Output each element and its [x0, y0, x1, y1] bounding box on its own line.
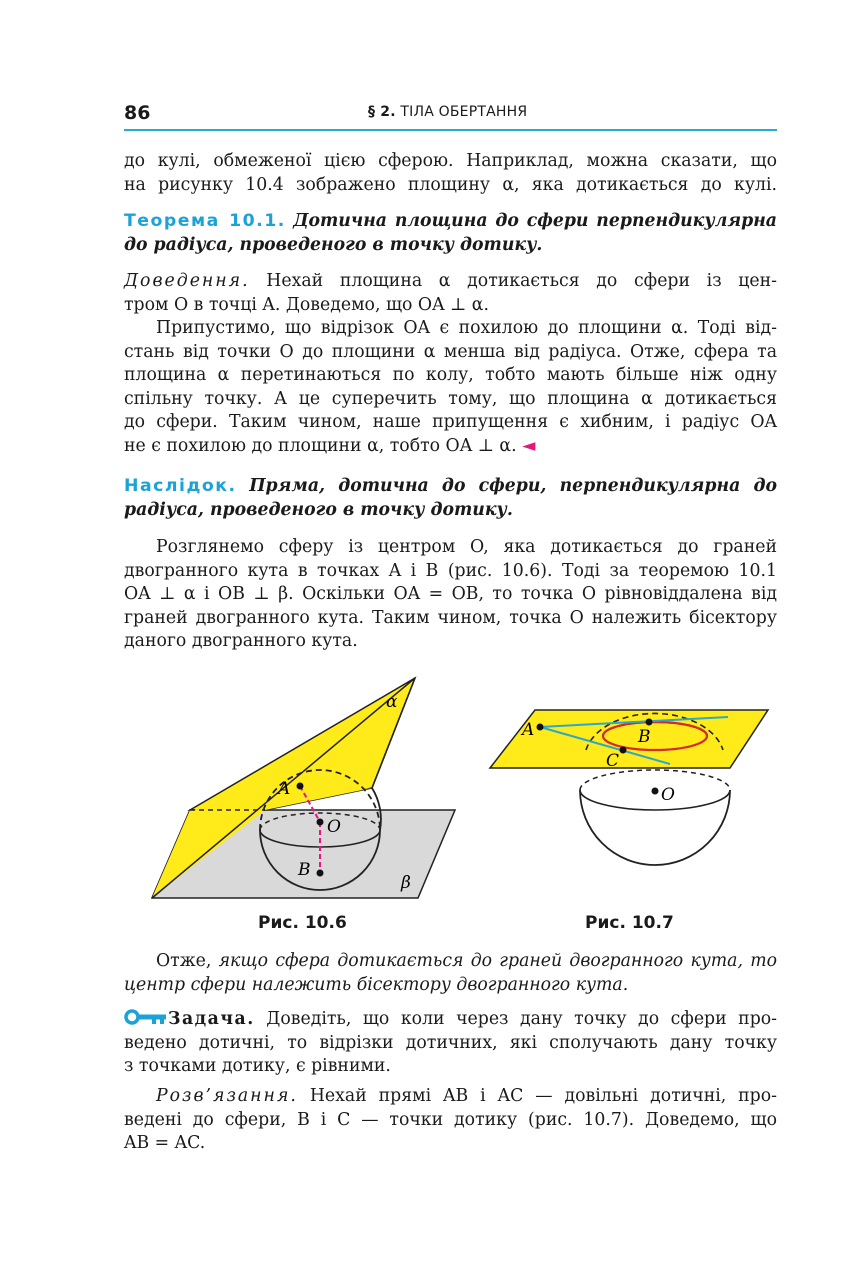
- point-A: [297, 783, 304, 790]
- point-O: [317, 819, 324, 826]
- text-line: не є похилою до площини α, тобто OA ⊥ α.: [124, 435, 517, 456]
- label-beta: β: [401, 873, 411, 893]
- theorem-text: до радіуса, проведеного в точку дотику.: [124, 234, 543, 255]
- label-C: C: [606, 751, 620, 771]
- text-line: на рисунку 10.4 зображено площину α, яка дотикається до кулі.: [124, 174, 777, 195]
- point-C: [620, 747, 627, 754]
- label-A: A: [278, 779, 291, 799]
- point-O: [652, 788, 659, 795]
- conclusion-text: центр сфери належить бісектору двогранного кута.: [124, 974, 629, 995]
- text-line: даного двогранного кута.: [124, 631, 358, 651]
- figure-10-7-caption: Рис. 10.7: [585, 913, 674, 933]
- corollary-label: Наслідок.: [124, 476, 237, 496]
- text-line: ведені до сфери, B і C — точки дотику (рис. 10.7). Доведемо, що: [124, 1109, 777, 1130]
- corollary-text: радіуса, проведеного в точку дотику.: [124, 499, 513, 520]
- text-line: спільну точку. А це суперечить тому, що площина α дотикається: [124, 388, 777, 409]
- label-O: O: [327, 817, 341, 837]
- page-header: [124, 100, 777, 130]
- text-line: граней двогранного кута. Таким чином, точка O належить бісектору: [124, 607, 777, 628]
- text-line: Припустимо, що відрізок OA є похилою до площини α. Тоді від-: [156, 318, 777, 338]
- paragraph-dihedral: [124, 536, 777, 654]
- text-line: до сфери. Таким чином, наше припущення є хибним, і радіус OA: [124, 412, 777, 432]
- section-number: § 2.: [368, 104, 396, 120]
- proof-label: Доведення.: [124, 271, 250, 291]
- label-A: A: [522, 720, 535, 740]
- theorem-text: Дотична площина до сфери перпендикулярна: [293, 211, 777, 231]
- label-B: B: [638, 727, 651, 747]
- text-line: тром O в точці A. Доведемо, що OA ⊥ α.: [124, 294, 489, 315]
- conclusion-text: якщо сфера дотикається до граней двогранного кута, то: [218, 951, 777, 971]
- text-line: двогранного кута в точках A і B (рис. 10.6). Тоді за теоремою 10.1: [124, 560, 777, 581]
- page-number: 86: [124, 102, 151, 124]
- solution-label: Розв’язання.: [156, 1086, 298, 1106]
- header-rule: [124, 129, 777, 131]
- task-block: [124, 1008, 777, 1079]
- label-alpha: α: [386, 692, 398, 712]
- theorem-block: [124, 210, 777, 257]
- end-of-proof-icon: ◄: [522, 435, 536, 456]
- label-B: B: [298, 860, 311, 880]
- text-line: до кулі, обмеженої цією сферою. Наприклад, можна сказати, що: [124, 151, 777, 171]
- corollary-block: [124, 475, 777, 522]
- text-line: Доведіть, що коли через дану точку до сфери про-: [266, 1009, 777, 1029]
- point-B: [646, 719, 653, 726]
- section-title: [368, 104, 527, 120]
- point-B: [317, 870, 324, 877]
- text-line: стань від точки O до площини α менша від радіуса. Отже, сфера та: [124, 341, 777, 362]
- label-O: O: [661, 785, 675, 805]
- proof-block: [124, 270, 777, 458]
- task-label: Задача.: [168, 1009, 255, 1029]
- section-name: ТІЛА ОБЕРТАННЯ: [400, 104, 528, 120]
- text-line: Отже,: [156, 951, 212, 971]
- key-icon: [124, 1008, 168, 1026]
- figure-10-6: [140, 670, 470, 910]
- solution-block: [124, 1085, 777, 1156]
- text-line: ведено дотичні, то відрізки дотичних, які сполучають дану точку: [124, 1032, 777, 1053]
- figure-10-7: [485, 700, 775, 900]
- figure-10-6-caption: Рис. 10.6: [258, 913, 347, 933]
- text-line: AB = AC.: [124, 1133, 206, 1153]
- text-line: OA ⊥ α і OB ⊥ β. Оскільки OA = OB, то точка O рівновіддалена від: [124, 584, 777, 604]
- corollary-text: Пряма, дотична до сфери, перпендикулярна до: [249, 476, 777, 496]
- point-A: [537, 724, 544, 731]
- paragraph-intro: [124, 150, 777, 197]
- sphere-lower-outline: [580, 790, 730, 865]
- text-line: Нехай прямі AB і AC — довільні дотичні, про-: [309, 1086, 777, 1106]
- conclusion-block: [124, 950, 777, 997]
- text-line: Розглянемо сферу із центром O, яка дотикається до граней: [156, 537, 777, 557]
- theorem-label: Теорема 10.1.: [124, 211, 286, 231]
- text-line: з точками дотику, є рівними.: [124, 1056, 391, 1076]
- text-line: площина α перетинаються по колу, тобто мають більше ніж одну: [124, 365, 777, 385]
- text-line: Нехай площина α дотикається до сфери із цен-: [266, 271, 777, 291]
